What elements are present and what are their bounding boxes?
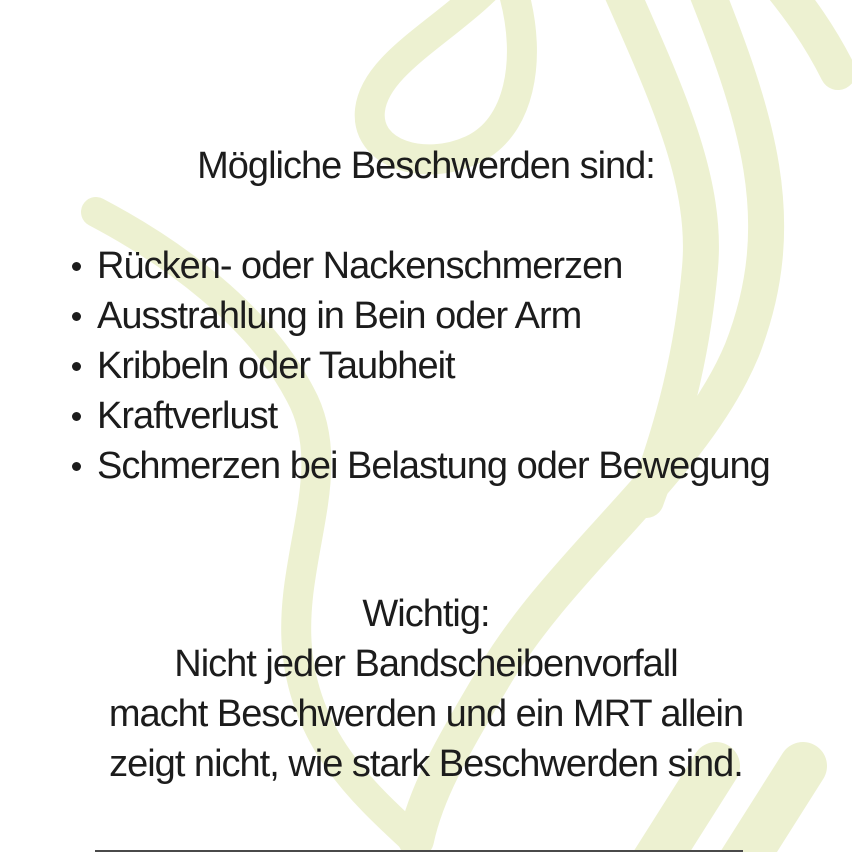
important-heading: Wichtig: xyxy=(362,593,490,635)
list-item xyxy=(72,391,812,441)
list-item xyxy=(72,241,812,291)
important-note xyxy=(0,589,852,789)
symptom-list xyxy=(72,241,812,491)
list-item xyxy=(72,441,812,491)
important-text-line: Nicht jeder Bandscheibenvorfall xyxy=(174,643,678,685)
important-text-line: macht Beschwerden und ein MRT allein xyxy=(108,693,744,735)
list-item-label: Rücken- oder Nackenschmerzen xyxy=(97,245,623,287)
bullet-dot-icon xyxy=(72,262,81,271)
list-item-label: Kribbeln oder Taubheit xyxy=(97,345,455,387)
important-text-line: zeigt nicht, wie stark Beschwerden sind. xyxy=(109,743,743,785)
list-item xyxy=(72,341,812,391)
page-title: Mögliche Beschwerden sind: xyxy=(197,145,655,187)
bullet-dot-icon xyxy=(72,362,81,371)
list-item-label: Kraftverlust xyxy=(97,395,278,437)
list-item xyxy=(72,291,812,341)
bullet-dot-icon xyxy=(72,412,81,421)
bullet-dot-icon xyxy=(72,462,81,471)
list-item-label: Ausstrahlung in Bein oder Arm xyxy=(97,295,582,337)
bullet-dot-icon xyxy=(72,312,81,321)
list-item-label: Schmerzen bei Belastung oder Bewegung xyxy=(97,445,770,487)
